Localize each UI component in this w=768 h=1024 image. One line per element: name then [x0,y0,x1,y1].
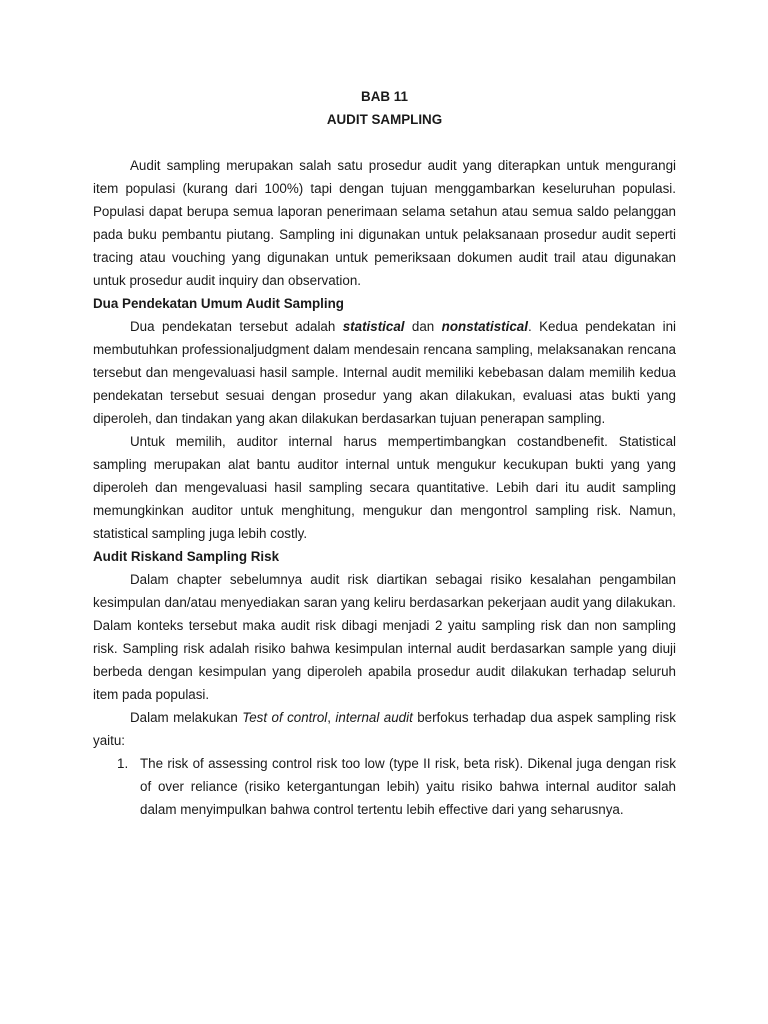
risk-paragraph-2 [93,706,676,752]
text-run: . Kedua pendekatan ini membutuhkan professionaljudgment dalam mendesain rencana sampling, melaksanakan rencana tersebut dan mengevaluasi hasil sample. Internal audit memiliki kebebasan dalam memilih kedua pendekatan tersebut sesuai dengan prosedur yang akan dilakukan, evaluasi atas bukti yang diperoleh, dan tindakan yang akan dilakukan berdasarkan tujuan penerapan sampling. [93,319,676,426]
intro-paragraph: Audit sampling merupakan salah satu prosedur audit yang diterapkan untuk mengurangi item populasi (kurang dari 100%) tapi dengan tujuan menggambarkan keseluruhan populasi. Populasi dapat berupa semua laporan penerimaan selama setahun atau semua saldo pelanggan pada buku pembantu piutang. Sampling ini digunakan untuk pelaksanaan prosedur audit seperti tracing atau vouching yang digunakan untuk pemeriksaan dokumen audit trail atau digunakan untuk prosedur audit inquiry dan observation. [93,158,676,288]
approaches-paragraph-1 [93,315,676,430]
text-run: , [327,710,336,725]
text-run: Dalam melakukan [130,710,243,725]
list-item [93,752,676,821]
term-internal-audit: internal audit [335,710,413,725]
section-heading-approaches: Dua Pendekatan Umum Audit Sampling [93,296,344,311]
section-heading-risk: Audit Riskand Sampling Risk [93,549,280,564]
list-item-text: The risk of assessing control risk too low (type II risk, beta risk). Dikenal juga dengan risk of over reliance (risiko ketergantungan lebih) yaitu risiko bahwa internal auditor salah dalam menyimpulkan bahwa control tertentu lebih effective dari yang seharusnya. [140,756,676,817]
chapter-title: AUDIT SAMPLING [326,112,443,127]
term-nonstatistical: nonstatistical [441,319,528,334]
term-statistical: statistical [342,319,405,334]
text-run: Dua pendekatan tersebut adalah [130,319,343,334]
chapter-number: BAB 11 [361,89,408,104]
sampling-risk-list [93,752,676,821]
approaches-paragraph-2: Untuk memilih, auditor internal harus mempertimbangkan costandbenefit. Statistical sampling merupakan alat bantu auditor internal untuk mengukur kecukupan bukti yang yang diperoleh dan mengevaluasi hasil sampling secara quantitative. Lebih dari itu audit sampling memungkinkan auditor untuk menghitung, mengukur dan mengontrol sampling risk. Namun, statistical sampling juga lebih costly. [93,434,676,541]
text-run: berfokus terhadap dua aspek sampling risk yaitu: [93,710,676,748]
document-body [93,85,676,821]
term-test-of-control: Test of control [242,710,328,725]
list-item-number: 1. [117,756,129,771]
text-run: dan [404,319,442,334]
title-spacer [93,131,676,154]
risk-paragraph-1: Dalam chapter sebelumnya audit risk diartikan sebagai risiko kesalahan pengambilan kesimpulan dan/atau menyediakan saran yang keliru berdasarkan pekerjaan audit yang dilakukan. Dalam konteks tersebut maka audit risk dibagi menjadi 2 yaitu sampling risk dan non sampling risk. Sampling risk adalah risiko bahwa kesimpulan internal audit berdasarkan sample yang diuji berbeda dengan kesimpulan yang diperoleh apabila prosedur audit dilakukan terhadap seluruh item pada populasi. [93,572,676,702]
